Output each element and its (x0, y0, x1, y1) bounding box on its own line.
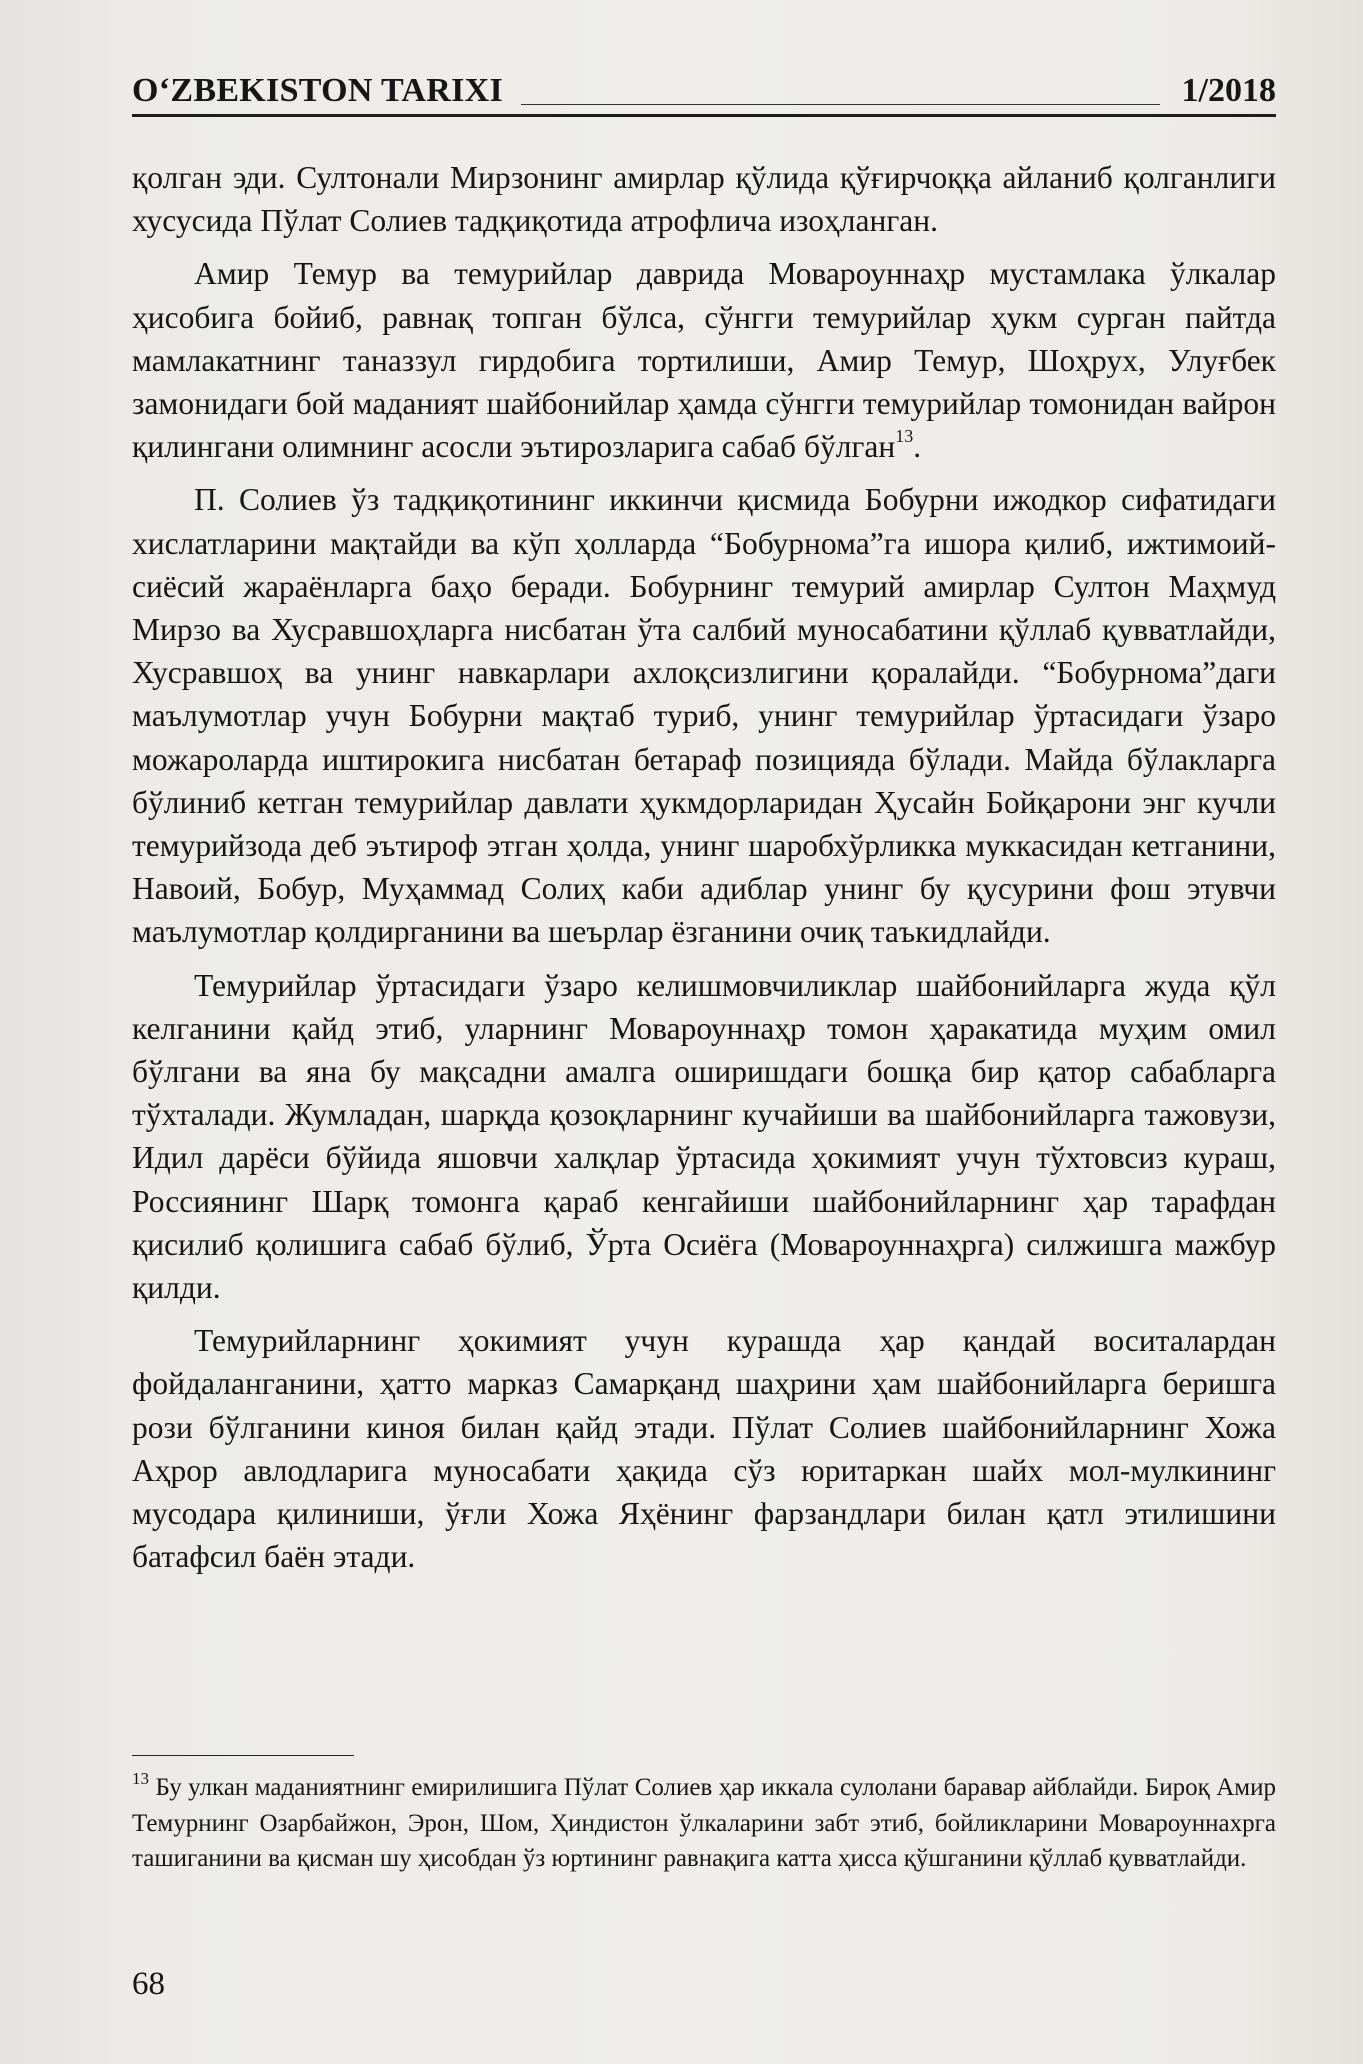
issue-number: 1/2018 (1181, 72, 1276, 109)
running-header (132, 62, 1276, 117)
footnote-13 (132, 1770, 1276, 1877)
footnote-text: Бу улкан маданиятнинг емирилишига Пўлат Солиев ҳар иккала сулолани баравар айблайди. Бироқ Амир Темурнинг Озарбайжон, Эрон, Шом, Ҳиндистон ўлкаларини забт этиб, бойликларини Мовароуннахрга ташиганини ва қисман шу ҳисобдан ўз юртининг равнақига катта ҳисса қўшганини қўллаб қувватлайди. (132, 1774, 1276, 1872)
paragraph-4: Темурийлар ўртасидаги ўзаро келишмовчиликлар шайбонийларга жуда қўл келганини қайд этиб, уларнинг Мовароуннаҳр томон ҳаракатида муҳим омил бўлгани ва яна бу мақсадни амалга оширишдаги бошқа бир қатор сабабларга тўхталади. Жумладан, шарқда қозоқларнинг кучайиши ва шайбонийларга тажовузи, Идил дарёси бўйида яшовчи халқлар ўртасида ҳокимият учун тўхтовсиз кураш, Россиянинг Шарқ томонга қараб кенгайиши шайбонийларнинг ҳар тарафдан қисилиб қолишига сабаб бўлиб, Ўрта Осиёга (Мовароуннаҳрга) силжишга мажбур қилди. (132, 967, 1276, 1306)
header-rule (521, 104, 1160, 105)
footnote-separator (132, 1755, 354, 1756)
article-body (132, 156, 1276, 1579)
paragraph-2-text: Амир Темур ва темурийлар даврида Мовароуннаҳр мустамлака ўлкалар ҳисобига бойиб, равнақ топган бўлса, сўнгги темурийлар ҳукм сурган пайтда мамлакатнинг таназзул гирдобига тортилиши, Амир Темур, Шоҳрух, Улуғбек замонидаги бой маданият шайбонийлар ҳамда сўнгги темурийлар томонидан вайрон қилингани олимнинг асосли эътирозларига сабаб бўлган (132, 256, 1276, 465)
paragraph-1: қолган эди. Султонали Мирзонинг амирлар қўлида қўғирчоққа айланиб қолганлиги хусусида Пўлат Солиев тадқиқотида атрофлича изоҳланган. (132, 160, 1276, 239)
footnote-marker: 13 (132, 1768, 149, 1788)
paragraph-3: П. Солиев ўз тадқиқотининг иккинчи қисмида Бобурни ижодкор сифатидаги хислатларини мақтайди ва кўп ҳолларда “Бобурнома”га ишора қилиб, ижтимоий-сиёсий жараёнларга баҳо беради. Бобурнинг темурий амирлар Султон Маҳмуд Мирзо ва Хусравшоҳларга нисбатан ўта салбий муносабатини қўллаб қувватлайди, Хусравшоҳ ва унинг навкарлари ахлоқсизлигини қоралайди. “Бобурнома”даги маълумотлар учун Бобурни мақтаб туриб, унинг темурийлар ўртасидаги ўзаро можароларда иштирокига нисбатан бетараф позицияда бўлади. Майда бўлакларга бўлиниб кетган темурийлар давлати ҳукмдорларидан Ҳусайн Бойқарони энг кучли темурийзода деб эътироф этган ҳолда, унинг шаробхўрликка муккасидан кетганини, Навоий, Бобур, Муҳаммад Солиҳ каби адиблар унинг бу қусурини фош этувчи маълумотлар қолдирганини ва шеърлар ёзганини очиқ таъкидлайди. (132, 482, 1276, 950)
paragraph-2-end: . (913, 429, 922, 465)
page-number: 68 (132, 1966, 165, 2002)
footnote-reference-13[interactable]: 13 (895, 425, 914, 446)
journal-title: O‘ZBEKISTON TARIXI (132, 72, 504, 109)
paragraph-2 (132, 252, 1276, 468)
paragraph-5: Темурийларнинг ҳокимият учун курашда ҳар қандай воситалардан фойдаланганини, ҳатто марказ Самарқанд шаҳрини ҳам шайбонийларга беришга рози бўлганини киноя билан қайд этади. Пўлат Солиев шайбонийларнинг Хожа Аҳрор авлодларига муносабати ҳақида сўз юритаркан шайх мол-мулкининг мусодара қилиниши, ўғли Хожа Яҳёнинг фарзандлари билан қатл этилишини батафсил баён этади. (132, 1323, 1276, 1575)
